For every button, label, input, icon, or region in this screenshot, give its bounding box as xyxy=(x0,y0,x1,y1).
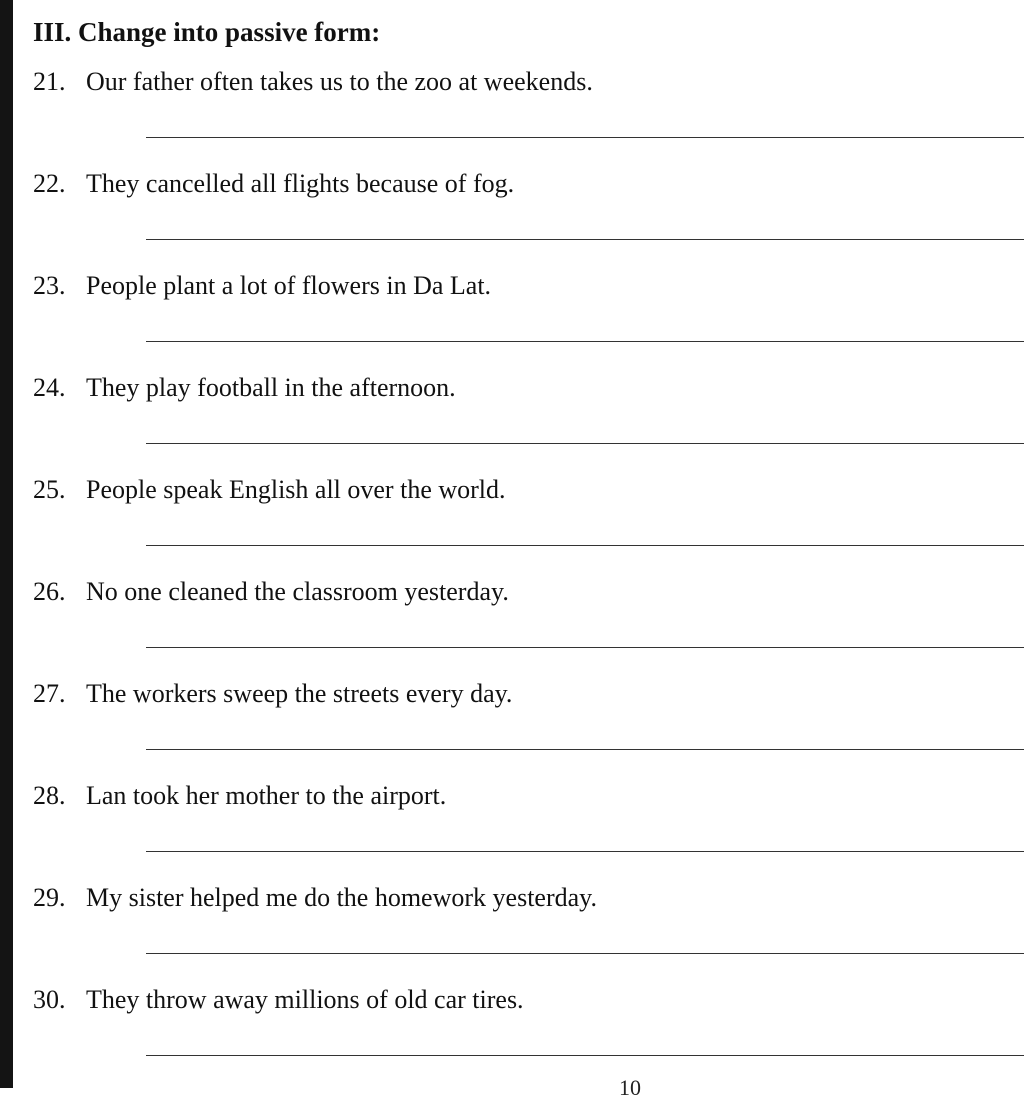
exercise-item xyxy=(13,574,1024,676)
exercise-item xyxy=(13,472,1024,574)
exercise-number: 23. xyxy=(33,271,66,300)
exercise-item xyxy=(13,370,1024,472)
page-number: 10 xyxy=(619,1075,641,1100)
answer-line[interactable] xyxy=(146,137,1024,138)
exercise-item xyxy=(13,778,1024,880)
exercise-sentence: People plant a lot of flowers in Da Lat. xyxy=(86,271,492,300)
exercise-item xyxy=(13,64,1024,166)
answer-line[interactable] xyxy=(146,749,1024,750)
page-left-edge xyxy=(0,0,13,1088)
exercise-number: 22. xyxy=(33,169,66,198)
exercise-number: 26. xyxy=(33,577,66,606)
exercise-number: 30. xyxy=(33,985,66,1014)
answer-line[interactable] xyxy=(146,239,1024,240)
exercise-number: 21. xyxy=(33,67,66,96)
exercise-number: 28. xyxy=(33,781,66,810)
answer-line[interactable] xyxy=(146,545,1024,546)
exercise-sentence: Lan took her mother to the airport. xyxy=(86,781,447,810)
answer-line[interactable] xyxy=(146,1055,1024,1056)
section-title: III. Change into passive form: xyxy=(33,17,381,47)
answer-line[interactable] xyxy=(146,851,1024,852)
exercise-sentence: People speak English all over the world. xyxy=(86,475,506,504)
exercise-item xyxy=(13,268,1024,370)
worksheet-page xyxy=(13,0,1024,1100)
exercise-number: 24. xyxy=(33,373,66,402)
answer-line[interactable] xyxy=(146,341,1024,342)
exercise-number: 29. xyxy=(33,883,66,912)
exercise-item xyxy=(13,880,1024,982)
exercise-number: 25. xyxy=(33,475,66,504)
answer-line[interactable] xyxy=(146,443,1024,444)
exercise-sentence: They play football in the afternoon. xyxy=(86,373,456,402)
exercise-sentence: The workers sweep the streets every day. xyxy=(86,679,513,708)
exercise-item xyxy=(13,982,1024,1084)
exercise-item xyxy=(13,676,1024,778)
exercise-sentence: My sister helped me do the homework yesterday. xyxy=(86,883,597,912)
exercise-sentence: No one cleaned the classroom yesterday. xyxy=(86,577,509,606)
answer-line[interactable] xyxy=(146,953,1024,954)
exercise-sentence: They throw away millions of old car tires. xyxy=(86,985,524,1014)
answer-line[interactable] xyxy=(146,647,1024,648)
exercise-number: 27. xyxy=(33,679,66,708)
exercise-sentence: Our father often takes us to the zoo at weekends. xyxy=(86,67,593,96)
exercise-sentence: They cancelled all flights because of fog. xyxy=(86,169,515,198)
exercise-item xyxy=(13,166,1024,268)
